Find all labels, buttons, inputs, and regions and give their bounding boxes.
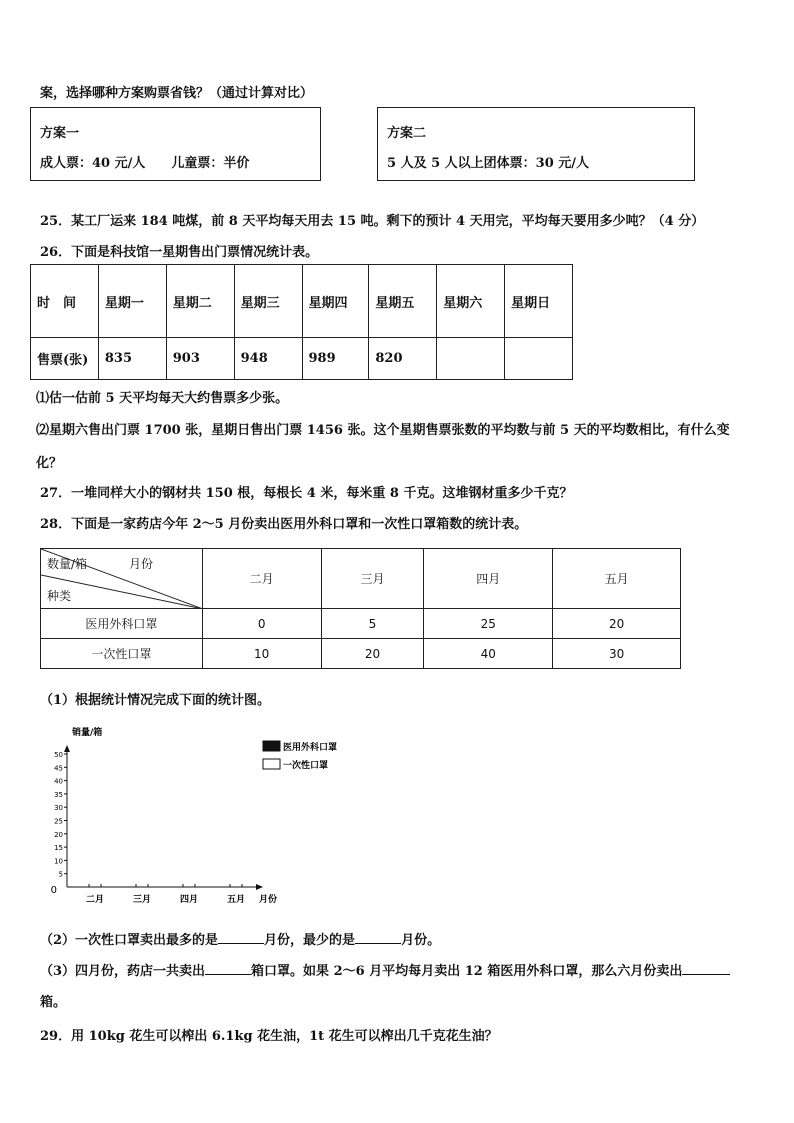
plan-one-title: 方案一	[40, 126, 80, 141]
mask-sales-table	[40, 548, 681, 669]
y-tick-label: 10	[54, 857, 63, 866]
plan-two-detail: 5 人及 5 人以上团体票：30 元/人	[387, 156, 590, 171]
surgical-feb: 0	[202, 609, 321, 639]
y-tick-label: 15	[54, 844, 63, 853]
sub3-text-b: 箱口罩。如果 2～6 月平均每月卖出 12 箱医用外科口罩，那么六月份卖出	[251, 964, 683, 979]
legend-label-disposable: 一次性口罩	[283, 761, 329, 771]
row-label-surgical-mask: 医用外科口罩	[41, 609, 203, 639]
plan-one-box	[30, 107, 321, 181]
disposable-mar: 20	[321, 639, 424, 669]
answer-blank-june-surgical[interactable]	[682, 962, 730, 975]
header-saturday: 星期六	[437, 265, 505, 338]
corner-quantity-label: 数量/箱	[47, 557, 88, 571]
question-26-sub2-line1: ⑵星期六售出门票 1700 张，星期日售出门票 1456 张。这个星期售票张数的平均数与前 5 天的平均数相比，有什么变	[36, 423, 730, 438]
chart-axes	[64, 745, 263, 890]
y-axis-arrow	[64, 745, 70, 752]
question-28-sub1: （1）根据统计情况完成下面的统计图。	[40, 693, 271, 708]
chart-x-axis-label: 月份	[259, 895, 278, 905]
question-27: 27．一堆同样大小的钢材共 150 根，每根长 4 米，每米重 8 千克。这堆钢材重多少千克？	[40, 486, 573, 501]
intro-line: 案，选择哪种方案购票省钱？（通过计算对比）	[40, 86, 314, 101]
y-tick-label: 20	[54, 830, 63, 839]
chart-y-ticks	[51, 751, 67, 896]
month-header-feb: 二月	[202, 549, 321, 609]
header-thursday: 星期四	[302, 265, 369, 338]
month-header-apr: 四月	[424, 549, 553, 609]
y-tick-label: 0	[50, 885, 57, 896]
question-28-sub2	[40, 929, 440, 948]
corner-type-label: 种类	[47, 589, 72, 603]
y-tick-label: 40	[54, 777, 63, 786]
plan-two-title: 方案二	[387, 126, 427, 141]
cell-friday: 820	[369, 338, 437, 380]
answer-blank-most-month[interactable]	[218, 931, 264, 944]
question-28-title: 28．下面是一家药店今年 2～5 月份卖出医用外科口罩和一次性口罩箱数的统计表。	[40, 517, 528, 532]
header-monday: 星期一	[98, 265, 166, 338]
y-tick-label: 45	[54, 764, 63, 773]
corner-header-cell	[41, 549, 203, 609]
sub2-text-b: 月份，最少的是	[264, 933, 356, 948]
chart-legend	[263, 741, 337, 771]
x-axis-arrow	[256, 884, 263, 890]
cell-wednesday: 948	[234, 338, 302, 380]
y-tick-label: 30	[54, 804, 63, 813]
x-tick-label: 四月	[179, 895, 199, 905]
question-25: 25．某工厂运来 184 吨煤，前 8 天平均每天用去 15 吨。剩下的预计 4 天用完，平均每天要用多少吨？（4 分）	[40, 214, 705, 229]
question-26-title: 26．下面是科技馆一星期售出门票情况统计表。	[40, 245, 319, 260]
cell-monday: 835	[98, 338, 166, 380]
header-friday: 星期五	[369, 265, 437, 338]
ticket-sales-table	[30, 264, 573, 380]
x-tick-label: 二月	[85, 895, 105, 905]
y-tick-label: 50	[54, 751, 63, 759]
answer-blank-april-total[interactable]	[205, 962, 251, 975]
surgical-mar: 5	[321, 609, 424, 639]
row-label-disposable-mask: 一次性口罩	[41, 639, 203, 669]
question-28-sub3	[40, 960, 730, 979]
cell-thursday: 989	[302, 338, 369, 380]
legend-swatch-disposable	[263, 759, 280, 769]
answer-blank-least-month[interactable]	[355, 931, 401, 944]
y-tick-label: 5	[58, 870, 63, 879]
month-header-may: 五月	[553, 549, 681, 609]
surgical-apr: 25	[424, 609, 553, 639]
cell-saturday	[437, 338, 505, 380]
x-tick-label: 三月	[132, 895, 152, 905]
disposable-may: 30	[553, 639, 681, 669]
disposable-feb: 10	[202, 639, 321, 669]
month-header-mar: 三月	[321, 549, 424, 609]
corner-month-label: 月份	[129, 557, 154, 571]
cell-tuesday: 903	[166, 338, 234, 380]
header-wednesday: 星期三	[234, 265, 302, 338]
sub3-text-a: （3）四月份，药店一共卖出	[40, 964, 206, 979]
header-tuesday: 星期二	[166, 265, 234, 338]
sub2-text-c: 月份。	[401, 933, 441, 948]
plan-one-detail: 成人票：40 元/人 儿童票：半价	[40, 156, 250, 171]
header-time: 时 间	[31, 265, 99, 338]
legend-label-surgical: 医用外科口罩	[283, 743, 338, 753]
cell-sunday	[505, 338, 573, 380]
sub2-text-a: （2）一次性口罩卖出最多的是	[40, 933, 219, 948]
row-label-tickets: 售票(张)	[31, 338, 99, 380]
question-26-sub1: ⑴估一估前 5 天平均每天大约售票多少张。	[36, 391, 289, 406]
y-tick-label: 25	[54, 817, 63, 826]
y-tick-label: 35	[54, 790, 63, 799]
surgical-may: 20	[553, 609, 681, 639]
disposable-apr: 40	[424, 639, 553, 669]
question-26-sub2-line2: 化？	[36, 456, 63, 471]
header-sunday: 星期日	[505, 265, 573, 338]
chart-y-axis-label: 销量/箱	[72, 728, 103, 738]
question-29: 29．用 10kg 花生可以榨出 6.1kg 花生油，1t 花生可以榨出几千克花生油？	[40, 1029, 498, 1044]
legend-swatch-surgical	[263, 741, 280, 751]
mask-sales-chart	[40, 720, 370, 910]
plan-two-box	[377, 107, 695, 181]
question-28-sub3-line2: 箱。	[40, 995, 67, 1010]
x-tick-label: 五月	[226, 895, 246, 905]
